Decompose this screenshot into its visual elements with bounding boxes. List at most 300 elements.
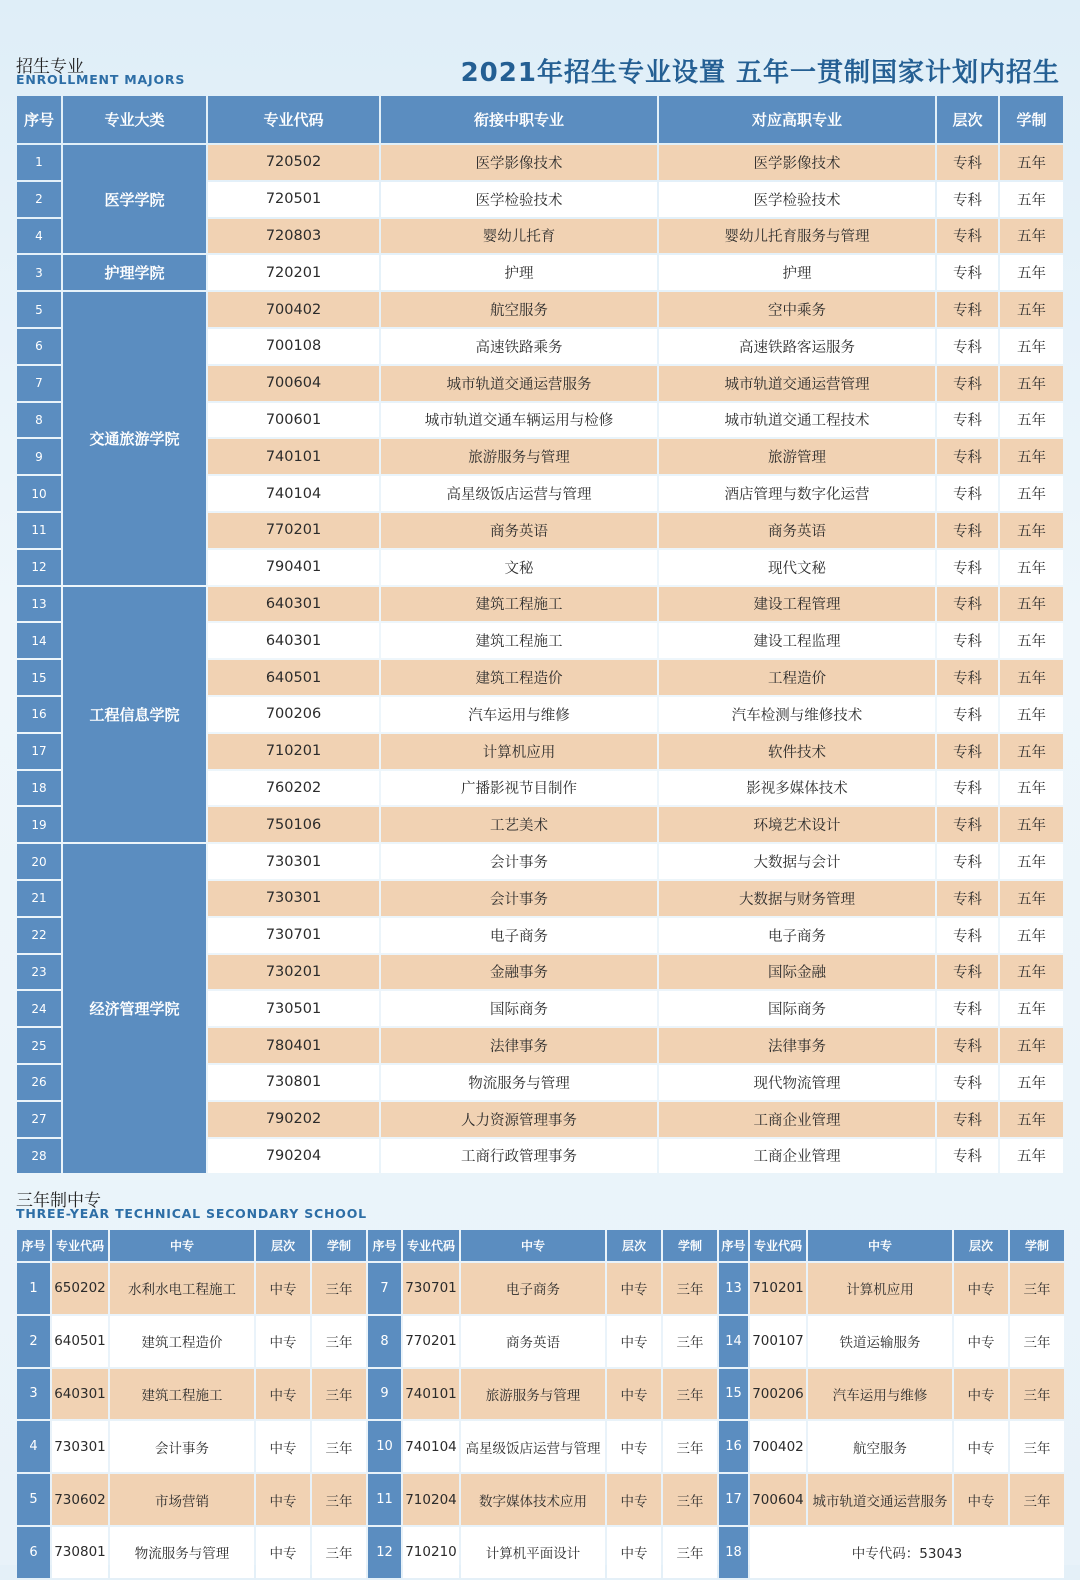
level-cell: 专科 bbox=[937, 550, 998, 585]
years-cell: 五年 bbox=[1000, 1102, 1063, 1137]
level-cell: 专科 bbox=[937, 182, 998, 217]
years-cell: 三年 bbox=[663, 1421, 717, 1472]
major-code: 790401 bbox=[208, 550, 379, 585]
higher-major: 软件技术 bbox=[659, 734, 935, 769]
level-cell: 中专 bbox=[256, 1527, 310, 1578]
row-number: 17 bbox=[17, 734, 61, 769]
column-header: 序号 bbox=[17, 96, 61, 143]
level-cell: 中专 bbox=[954, 1316, 1008, 1367]
major-code: 740104 bbox=[403, 1421, 459, 1472]
level-cell: 中专 bbox=[954, 1369, 1008, 1420]
secondary-major: 高星级饭店运营与管理 bbox=[381, 476, 657, 511]
level-cell: 专科 bbox=[937, 513, 998, 548]
years-cell: 三年 bbox=[1010, 1369, 1064, 1420]
major-code: 700206 bbox=[208, 697, 379, 732]
secondary-major: 工商行政管理事务 bbox=[381, 1139, 657, 1174]
row-number: 5 bbox=[17, 1474, 50, 1525]
major-code: 720201 bbox=[208, 255, 379, 290]
years-cell: 五年 bbox=[1000, 623, 1063, 658]
major-name: 电子商务 bbox=[461, 1263, 605, 1314]
years-cell: 三年 bbox=[663, 1263, 717, 1314]
years-cell: 三年 bbox=[312, 1369, 366, 1420]
secondary-major: 婴幼儿托育 bbox=[381, 219, 657, 254]
years-cell: 五年 bbox=[1000, 439, 1063, 474]
level-cell: 专科 bbox=[937, 403, 998, 438]
years-cell: 五年 bbox=[1000, 513, 1063, 548]
major-code: 740101 bbox=[403, 1369, 459, 1420]
level-cell: 中专 bbox=[256, 1263, 310, 1314]
row-number: 21 bbox=[17, 881, 61, 916]
column-header: 学制 bbox=[663, 1230, 717, 1261]
row-number: 6 bbox=[17, 329, 61, 364]
row-number: 2 bbox=[17, 1316, 50, 1367]
level-cell: 专科 bbox=[937, 1028, 998, 1063]
row-number: 17 bbox=[719, 1474, 748, 1525]
years-cell: 五年 bbox=[1000, 734, 1063, 769]
years-cell: 五年 bbox=[1000, 955, 1063, 990]
years-cell: 五年 bbox=[1000, 844, 1063, 879]
major-code: 730501 bbox=[208, 991, 379, 1026]
table-row bbox=[17, 587, 1063, 622]
years-cell: 三年 bbox=[1010, 1263, 1064, 1314]
major-code: 730602 bbox=[52, 1474, 108, 1525]
higher-major: 城市轨道交通运营管理 bbox=[659, 366, 935, 401]
major-code: 770201 bbox=[208, 513, 379, 548]
years-cell: 三年 bbox=[1010, 1316, 1064, 1367]
column-header: 专业代码 bbox=[208, 96, 379, 143]
secondary-major: 法律事务 bbox=[381, 1028, 657, 1063]
row-number: 18 bbox=[17, 771, 61, 806]
major-code: 740104 bbox=[208, 476, 379, 511]
row-number: 11 bbox=[368, 1474, 401, 1525]
level-cell: 专科 bbox=[937, 623, 998, 658]
secondary-major: 计算机应用 bbox=[381, 734, 657, 769]
years-cell: 五年 bbox=[1000, 1028, 1063, 1063]
column-header: 序号 bbox=[368, 1230, 401, 1261]
row-number: 23 bbox=[17, 955, 61, 990]
years-cell: 五年 bbox=[1000, 329, 1063, 364]
column-header: 对应高职专业 bbox=[659, 96, 935, 143]
higher-major: 影视多媒体技术 bbox=[659, 771, 935, 806]
higher-major: 环境艺术设计 bbox=[659, 807, 935, 842]
secondary-major: 广播影视节目制作 bbox=[381, 771, 657, 806]
higher-major: 空中乘务 bbox=[659, 292, 935, 327]
major-code: 710204 bbox=[403, 1474, 459, 1525]
level-cell: 中专 bbox=[256, 1369, 310, 1420]
table-row bbox=[17, 1527, 1064, 1578]
section2-subtitle: THREE-YEAR TECHNICAL SECONDARY SCHOOL bbox=[16, 1206, 367, 1221]
major-code: 710201 bbox=[208, 734, 379, 769]
major-name: 航空服务 bbox=[808, 1421, 952, 1472]
major-code: 750106 bbox=[208, 807, 379, 842]
row-number: 14 bbox=[17, 623, 61, 658]
row-number: 11 bbox=[17, 513, 61, 548]
level-cell: 专科 bbox=[937, 255, 998, 290]
secondary-major: 人力资源管理事务 bbox=[381, 1102, 657, 1137]
years-cell: 五年 bbox=[1000, 550, 1063, 585]
level-cell: 中专 bbox=[954, 1263, 1008, 1314]
row-number: 8 bbox=[17, 403, 61, 438]
major-code: 710210 bbox=[403, 1527, 459, 1578]
level-cell: 专科 bbox=[937, 697, 998, 732]
secondary-major: 建筑工程施工 bbox=[381, 587, 657, 622]
level-cell: 专科 bbox=[937, 439, 998, 474]
major-code: 730301 bbox=[208, 881, 379, 916]
row-number: 26 bbox=[17, 1065, 61, 1100]
row-number: 2 bbox=[17, 182, 61, 217]
higher-major: 婴幼儿托育服务与管理 bbox=[659, 219, 935, 254]
secondary-major: 金融事务 bbox=[381, 955, 657, 990]
higher-major: 工商企业管理 bbox=[659, 1102, 935, 1137]
column-header: 学制 bbox=[1010, 1230, 1064, 1261]
years-cell: 五年 bbox=[1000, 366, 1063, 401]
table-row bbox=[17, 1421, 1064, 1472]
higher-major: 酒店管理与数字化运营 bbox=[659, 476, 935, 511]
major-name: 数字媒体技术应用 bbox=[461, 1474, 605, 1525]
higher-major: 现代文秘 bbox=[659, 550, 935, 585]
level-cell: 专科 bbox=[937, 955, 998, 990]
level-cell: 中专 bbox=[954, 1421, 1008, 1472]
major-name: 物流服务与管理 bbox=[110, 1527, 254, 1578]
column-header: 层次 bbox=[937, 96, 998, 143]
table-row bbox=[17, 255, 1063, 290]
major-code: 790202 bbox=[208, 1102, 379, 1137]
level-cell: 中专 bbox=[607, 1316, 661, 1367]
level-cell: 专科 bbox=[937, 991, 998, 1026]
major-name: 计算机应用 bbox=[808, 1263, 952, 1314]
higher-major: 大数据与财务管理 bbox=[659, 881, 935, 916]
row-number: 9 bbox=[17, 439, 61, 474]
category-cell: 经济管理学院 bbox=[63, 844, 206, 1173]
row-number: 15 bbox=[17, 660, 61, 695]
major-name: 水利水电工程施工 bbox=[110, 1263, 254, 1314]
major-name: 建筑工程造价 bbox=[110, 1316, 254, 1367]
level-cell: 专科 bbox=[937, 1065, 998, 1100]
level-cell: 专科 bbox=[937, 329, 998, 364]
major-code: 700206 bbox=[750, 1369, 806, 1420]
years-cell: 五年 bbox=[1000, 587, 1063, 622]
row-number: 3 bbox=[17, 255, 61, 290]
years-cell: 五年 bbox=[1000, 476, 1063, 511]
three-year-majors-table bbox=[15, 1228, 1066, 1580]
category-cell: 医学学院 bbox=[63, 145, 206, 253]
secondary-major: 医学影像技术 bbox=[381, 145, 657, 180]
category-cell: 护理学院 bbox=[63, 255, 206, 290]
major-name: 计算机平面设计 bbox=[461, 1527, 605, 1578]
level-cell: 中专 bbox=[607, 1263, 661, 1314]
level-cell: 中专 bbox=[954, 1474, 1008, 1525]
higher-major: 工程造价 bbox=[659, 660, 935, 695]
higher-major: 建设工程管理 bbox=[659, 587, 935, 622]
secondary-major: 会计事务 bbox=[381, 881, 657, 916]
row-number: 8 bbox=[368, 1316, 401, 1367]
major-code: 640501 bbox=[208, 660, 379, 695]
secondary-major: 高速铁路乘务 bbox=[381, 329, 657, 364]
row-number: 3 bbox=[17, 1369, 50, 1420]
major-name: 高星级饭店运营与管理 bbox=[461, 1421, 605, 1472]
years-cell: 五年 bbox=[1000, 881, 1063, 916]
years-cell: 五年 bbox=[1000, 255, 1063, 290]
years-cell: 三年 bbox=[663, 1474, 717, 1525]
years-cell: 五年 bbox=[1000, 991, 1063, 1026]
higher-major: 电子商务 bbox=[659, 918, 935, 953]
higher-major: 商务英语 bbox=[659, 513, 935, 548]
level-cell: 专科 bbox=[937, 1139, 998, 1174]
row-number: 22 bbox=[17, 918, 61, 953]
table-row bbox=[17, 1316, 1064, 1367]
major-code: 640301 bbox=[208, 587, 379, 622]
row-number: 7 bbox=[17, 366, 61, 401]
level-cell: 专科 bbox=[937, 219, 998, 254]
level-cell: 中专 bbox=[256, 1474, 310, 1525]
higher-major: 城市轨道交通工程技术 bbox=[659, 403, 935, 438]
secondary-major: 工艺美术 bbox=[381, 807, 657, 842]
higher-major: 旅游管理 bbox=[659, 439, 935, 474]
major-name: 城市轨道交通运营服务 bbox=[808, 1474, 952, 1525]
column-header: 学制 bbox=[1000, 96, 1063, 143]
secondary-major: 国际商务 bbox=[381, 991, 657, 1026]
higher-major: 高速铁路客运服务 bbox=[659, 329, 935, 364]
table-row bbox=[17, 292, 1063, 327]
column-header: 序号 bbox=[719, 1230, 748, 1261]
row-number: 1 bbox=[17, 1263, 50, 1314]
major-code: 760202 bbox=[208, 771, 379, 806]
secondary-major: 护理 bbox=[381, 255, 657, 290]
major-code: 730801 bbox=[208, 1065, 379, 1100]
level-cell: 专科 bbox=[937, 476, 998, 511]
years-cell: 三年 bbox=[1010, 1474, 1064, 1525]
years-cell: 三年 bbox=[312, 1316, 366, 1367]
years-cell: 五年 bbox=[1000, 182, 1063, 217]
major-code: 650202 bbox=[52, 1263, 108, 1314]
secondary-major: 城市轨道交通车辆运用与检修 bbox=[381, 403, 657, 438]
major-code: 790204 bbox=[208, 1139, 379, 1174]
higher-major: 国际金融 bbox=[659, 955, 935, 990]
level-cell: 专科 bbox=[937, 881, 998, 916]
row-number: 28 bbox=[17, 1139, 61, 1174]
row-number: 12 bbox=[17, 550, 61, 585]
category-cell: 工程信息学院 bbox=[63, 587, 206, 843]
level-cell: 专科 bbox=[937, 807, 998, 842]
years-cell: 五年 bbox=[1000, 292, 1063, 327]
years-cell: 三年 bbox=[312, 1263, 366, 1314]
table-row bbox=[17, 844, 1063, 879]
years-cell: 五年 bbox=[1000, 697, 1063, 732]
row-number: 7 bbox=[368, 1263, 401, 1314]
column-header: 中专 bbox=[461, 1230, 605, 1261]
secondary-major: 物流服务与管理 bbox=[381, 1065, 657, 1100]
major-code: 770201 bbox=[403, 1316, 459, 1367]
higher-major: 医学检验技术 bbox=[659, 182, 935, 217]
higher-major: 建设工程监理 bbox=[659, 623, 935, 658]
higher-major: 现代物流管理 bbox=[659, 1065, 935, 1100]
column-header: 衔接中职专业 bbox=[381, 96, 657, 143]
category-cell: 交通旅游学院 bbox=[63, 292, 206, 584]
years-cell: 三年 bbox=[312, 1474, 366, 1525]
row-number: 13 bbox=[17, 587, 61, 622]
column-header: 层次 bbox=[607, 1230, 661, 1261]
major-code: 640301 bbox=[208, 623, 379, 658]
row-number: 27 bbox=[17, 1102, 61, 1137]
row-number: 13 bbox=[719, 1263, 748, 1314]
years-cell: 三年 bbox=[663, 1527, 717, 1578]
row-number: 6 bbox=[17, 1527, 50, 1578]
column-header: 专业代码 bbox=[52, 1230, 108, 1261]
page-title: 2021年招生专业设置 五年一贯制国家计划内招生 bbox=[460, 58, 1060, 88]
major-name: 建筑工程施工 bbox=[110, 1369, 254, 1420]
row-number: 4 bbox=[17, 219, 61, 254]
level-cell: 中专 bbox=[607, 1369, 661, 1420]
level-cell: 专科 bbox=[937, 1102, 998, 1137]
major-code: 730701 bbox=[403, 1263, 459, 1314]
secondary-major: 建筑工程造价 bbox=[381, 660, 657, 695]
years-cell: 五年 bbox=[1000, 145, 1063, 180]
column-header: 层次 bbox=[954, 1230, 1008, 1261]
level-cell: 专科 bbox=[937, 918, 998, 953]
column-header: 专业代码 bbox=[750, 1230, 806, 1261]
years-cell: 五年 bbox=[1000, 1139, 1063, 1174]
row-number: 20 bbox=[17, 844, 61, 879]
major-name: 市场营销 bbox=[110, 1474, 254, 1525]
row-number: 15 bbox=[719, 1369, 748, 1420]
major-code: 720501 bbox=[208, 182, 379, 217]
major-code: 640301 bbox=[52, 1369, 108, 1420]
major-code: 700604 bbox=[750, 1474, 806, 1525]
level-cell: 中专 bbox=[607, 1527, 661, 1578]
years-cell: 五年 bbox=[1000, 1065, 1063, 1100]
major-code: 640501 bbox=[52, 1316, 108, 1367]
column-header: 专业大类 bbox=[63, 96, 206, 143]
column-header: 层次 bbox=[256, 1230, 310, 1261]
section2-label: 三年制中专 bbox=[16, 1191, 101, 1211]
level-cell: 中专 bbox=[607, 1474, 661, 1525]
row-number: 10 bbox=[368, 1421, 401, 1472]
major-code: 780401 bbox=[208, 1028, 379, 1063]
major-name: 会计事务 bbox=[110, 1421, 254, 1472]
years-cell: 三年 bbox=[663, 1369, 717, 1420]
major-code: 700108 bbox=[208, 329, 379, 364]
row-number: 1 bbox=[17, 145, 61, 180]
row-number: 16 bbox=[719, 1421, 748, 1472]
years-cell: 五年 bbox=[1000, 219, 1063, 254]
years-cell: 三年 bbox=[663, 1316, 717, 1367]
years-cell: 五年 bbox=[1000, 403, 1063, 438]
higher-major: 国际商务 bbox=[659, 991, 935, 1026]
higher-major: 法律事务 bbox=[659, 1028, 935, 1063]
years-cell: 三年 bbox=[312, 1421, 366, 1472]
table-row bbox=[17, 1369, 1064, 1420]
years-cell: 三年 bbox=[312, 1527, 366, 1578]
row-number: 25 bbox=[17, 1028, 61, 1063]
major-code: 720803 bbox=[208, 219, 379, 254]
row-number: 18 bbox=[719, 1527, 748, 1578]
higher-major: 医学影像技术 bbox=[659, 145, 935, 180]
major-code: 730201 bbox=[208, 955, 379, 990]
level-cell: 专科 bbox=[937, 587, 998, 622]
level-cell: 专科 bbox=[937, 771, 998, 806]
major-name: 汽车运用与维修 bbox=[808, 1369, 952, 1420]
secondary-major: 汽车运用与维修 bbox=[381, 697, 657, 732]
row-number: 19 bbox=[17, 807, 61, 842]
column-header: 序号 bbox=[17, 1230, 50, 1261]
major-code: 730801 bbox=[52, 1527, 108, 1578]
level-cell: 专科 bbox=[937, 292, 998, 327]
major-name: 铁道运输服务 bbox=[808, 1316, 952, 1367]
column-header: 专业代码 bbox=[403, 1230, 459, 1261]
secondary-major: 航空服务 bbox=[381, 292, 657, 327]
row-number: 4 bbox=[17, 1421, 50, 1472]
major-code: 730701 bbox=[208, 918, 379, 953]
row-number: 9 bbox=[368, 1369, 401, 1420]
row-number: 12 bbox=[368, 1527, 401, 1578]
level-cell: 中专 bbox=[607, 1421, 661, 1472]
years-cell: 五年 bbox=[1000, 660, 1063, 695]
level-cell: 专科 bbox=[937, 844, 998, 879]
major-code: 720502 bbox=[208, 145, 379, 180]
secondary-major: 医学检验技术 bbox=[381, 182, 657, 217]
major-code: 730301 bbox=[208, 844, 379, 879]
table-row bbox=[17, 1263, 1064, 1314]
higher-major: 护理 bbox=[659, 255, 935, 290]
major-code: 710201 bbox=[750, 1263, 806, 1314]
major-code: 700402 bbox=[208, 292, 379, 327]
five-year-majors-table bbox=[15, 94, 1065, 1175]
secondary-major: 电子商务 bbox=[381, 918, 657, 953]
column-header: 中专 bbox=[808, 1230, 952, 1261]
years-cell: 三年 bbox=[1010, 1421, 1064, 1472]
major-code: 700107 bbox=[750, 1316, 806, 1367]
major-code: 740101 bbox=[208, 439, 379, 474]
level-cell: 专科 bbox=[937, 734, 998, 769]
secondary-major: 建筑工程施工 bbox=[381, 623, 657, 658]
column-header: 中专 bbox=[110, 1230, 254, 1261]
level-cell: 专科 bbox=[937, 366, 998, 401]
major-code: 700604 bbox=[208, 366, 379, 401]
level-cell: 专科 bbox=[937, 145, 998, 180]
major-name: 旅游服务与管理 bbox=[461, 1369, 605, 1420]
row-number: 14 bbox=[719, 1316, 748, 1367]
major-code: 700601 bbox=[208, 403, 379, 438]
level-cell: 专科 bbox=[937, 660, 998, 695]
section-label: 招生专业 bbox=[16, 57, 84, 77]
section-subtitle: ENROLLMENT MAJORS bbox=[16, 72, 186, 87]
row-number: 10 bbox=[17, 476, 61, 511]
major-code: 730301 bbox=[52, 1421, 108, 1472]
row-number: 16 bbox=[17, 697, 61, 732]
secondary-major: 文秘 bbox=[381, 550, 657, 585]
higher-major: 汽车检测与维修技术 bbox=[659, 697, 935, 732]
level-cell: 中专 bbox=[256, 1421, 310, 1472]
secondary-major: 商务英语 bbox=[381, 513, 657, 548]
school-code-note: 中专代码：53043 bbox=[750, 1527, 1064, 1578]
column-header: 学制 bbox=[312, 1230, 366, 1261]
secondary-major: 旅游服务与管理 bbox=[381, 439, 657, 474]
higher-major: 大数据与会计 bbox=[659, 844, 935, 879]
major-name: 商务英语 bbox=[461, 1316, 605, 1367]
major-code: 700402 bbox=[750, 1421, 806, 1472]
years-cell: 五年 bbox=[1000, 807, 1063, 842]
secondary-major: 会计事务 bbox=[381, 844, 657, 879]
table-row bbox=[17, 145, 1063, 180]
row-number: 24 bbox=[17, 991, 61, 1026]
years-cell: 五年 bbox=[1000, 771, 1063, 806]
level-cell: 中专 bbox=[256, 1316, 310, 1367]
years-cell: 五年 bbox=[1000, 918, 1063, 953]
secondary-major: 城市轨道交通运营服务 bbox=[381, 366, 657, 401]
row-number: 5 bbox=[17, 292, 61, 327]
higher-major: 工商企业管理 bbox=[659, 1139, 935, 1174]
table-row bbox=[17, 1474, 1064, 1525]
